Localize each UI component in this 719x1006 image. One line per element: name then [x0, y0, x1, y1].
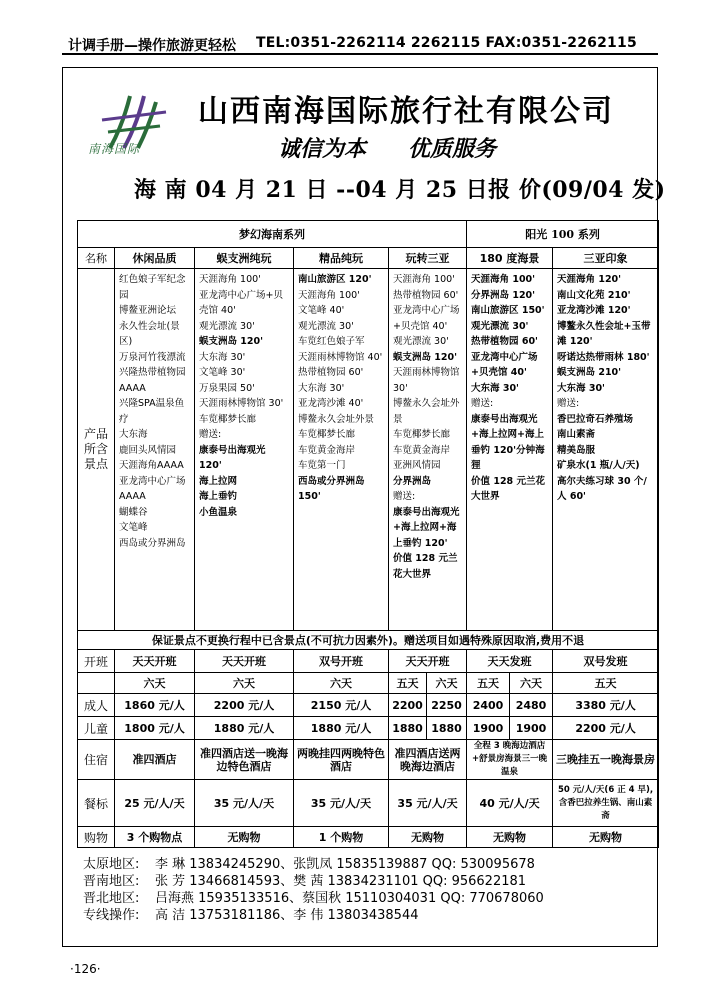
scenic-item: 亚龙湾中心广场+贝壳馆 40' — [393, 305, 460, 332]
row-label — [78, 269, 115, 631]
child-price: 1880 — [427, 717, 467, 740]
scenic-item: 康泰号出海观光 120' — [199, 444, 266, 471]
duration-value: 五天 — [553, 673, 659, 694]
duration-value: 六天 — [115, 673, 195, 694]
hotel-value: 两晚挂四两晚特色酒店 — [294, 740, 389, 780]
price-table — [77, 220, 659, 848]
guarantee-note: 保证景点不更换行程中已含景点(不可抗力因素外)。赠送项目如遇特殊原因取消,费用不退 — [78, 631, 659, 650]
meal-value: 25 元/人/天 — [115, 780, 195, 827]
scenic-item: 高尔夫练习球 30 个/人 60' — [557, 475, 647, 502]
duration-value: 五天 — [389, 673, 427, 694]
child-price: 1800 元/人 — [115, 717, 195, 740]
scenic-item: 万泉河竹筏漂流 — [119, 351, 186, 363]
contact-region: 太原地区: — [83, 857, 140, 872]
adult-price: 2200 元/人 — [195, 694, 294, 717]
departure-row — [78, 650, 659, 673]
scenic-item: 天涯海角AAAA — [119, 460, 184, 471]
contact-line — [83, 873, 544, 890]
hotel-value: 准四酒店送两晚海边酒店 — [389, 740, 467, 780]
shopping-row — [78, 827, 659, 848]
departure-value: 双号发班 — [553, 650, 659, 673]
scenic-item: 大东海 30' — [557, 382, 605, 394]
row-label: 名称 — [78, 248, 115, 269]
scenic-items — [294, 269, 389, 631]
contact-line — [83, 856, 544, 873]
scenic-item: 热带植物园 60' — [393, 289, 459, 301]
adult-price: 3380 元/人 — [553, 694, 659, 717]
scenic-item: 车览黄金海岸 — [298, 444, 356, 456]
scenic-item: 亚龙湾沙滩 120' — [557, 305, 631, 316]
scenic-items — [389, 269, 467, 631]
scenic-item: 博鳌亚洲论坛 — [119, 305, 177, 316]
scenic-item: 天涯海角 100' — [298, 289, 360, 301]
page-header — [68, 35, 652, 55]
contact-region: 晋南地区: — [83, 874, 140, 889]
scenic-items — [115, 269, 195, 631]
logo-text: 南海国际 — [88, 142, 141, 156]
scenic-item: 西岛或分界洲岛 150' — [298, 475, 365, 502]
scenic-item: 赠送: — [393, 491, 416, 502]
scenic-item: 观光漂流 30' — [199, 320, 255, 332]
scenic-item: 精美岛服 — [557, 444, 596, 456]
scenic-item: 天涯海角 100' — [393, 274, 455, 285]
scenic-item: 分界洲岛 120' — [471, 289, 536, 301]
scenic-item: 赠送: — [557, 398, 580, 409]
header-rule — [62, 53, 658, 55]
column-name: 蜈支洲纯玩 — [195, 248, 294, 269]
row-label: 餐标 — [78, 780, 115, 827]
hotel-value: 三晚挂五一晚海景房 — [553, 740, 659, 780]
header-title: 计调手册—操作旅游更轻松 — [68, 38, 236, 54]
adult-price-row — [78, 694, 659, 717]
scenic-item: 赠送: — [199, 429, 222, 440]
scenic-item: 南山素斋 — [557, 429, 596, 440]
column-name: 三亚印象 — [553, 248, 659, 269]
scenic-item: 亚龙湾中心广场+贝壳馆 40' — [199, 289, 283, 316]
row-label: 成人 — [78, 694, 115, 717]
header-contact: TEL:0351-2262114 2262115 FAX:0351-2262115 — [256, 35, 637, 51]
scenic-item: 蝴蝶谷 — [119, 506, 148, 518]
row-label: 购物 — [78, 827, 115, 848]
scenic-item: 亚龙湾沙滩 40' — [298, 398, 364, 409]
price-title: 海 南 04 月 21 日 --04 月 25 日报 价(09/04 发) — [134, 177, 666, 203]
scenic-item: 矿泉水(1 瓶/人/天) — [557, 460, 640, 471]
scenic-item: 天涯雨林博物馆 30' — [393, 367, 460, 394]
contact-details: 高 洁 13753181186、李 伟 13803438544 — [155, 908, 419, 923]
column-names-row — [78, 248, 659, 269]
slogan-part: 诚信为本 — [278, 136, 367, 162]
scenic-items — [553, 269, 659, 631]
departure-value: 天天开班 — [195, 650, 294, 673]
hotel-row — [78, 740, 659, 780]
series-dream-hainan: 梦幻海南系列 — [78, 221, 467, 248]
contact-details: 李 琳 13834245290、张凯凤 15835139887 QQ: 530095678 — [155, 857, 535, 872]
hotel-value: 全程 3 晚海边酒店+舒景房海景三一晚温泉 — [467, 740, 553, 780]
child-price: 1880 — [389, 717, 427, 740]
meal-value: 35 元/人/天 — [195, 780, 294, 827]
scenic-item: 南山旅游区 150' — [471, 305, 545, 316]
column-name: 玩转三亚 — [389, 248, 467, 269]
contact-line — [83, 890, 544, 907]
scenic-item: 疗 — [119, 413, 129, 425]
meal-value: 35 元/人/天 — [294, 780, 389, 827]
scenic-item: 热带植物园 60' — [298, 367, 364, 378]
scenic-item: 赠送: — [471, 398, 494, 409]
scenic-item: 康泰号出海观光+海上拉网+海上垂钓 120'分钟海狸 — [471, 413, 545, 471]
contact-region: 晋北地区: — [83, 891, 140, 906]
column-name: 精品纯玩 — [294, 248, 389, 269]
scenic-item: 文笔峰 — [119, 522, 148, 533]
company-name: 山西南海国际旅行社有限公司 — [198, 94, 614, 129]
scenic-item: 小鱼温泉 — [199, 506, 238, 518]
scenic-item: 车览红色娘子军 — [298, 336, 365, 347]
adult-price: 2480 — [510, 694, 553, 717]
adult-price: 2150 元/人 — [294, 694, 389, 717]
series-sunshine-100: 阳光 100 系列 — [467, 221, 659, 248]
duration-value: 六天 — [510, 673, 553, 694]
adult-price: 2250 — [427, 694, 467, 717]
scenic-item: 天涯海角 120' — [557, 274, 622, 285]
meal-row — [78, 780, 659, 827]
duration-value: 六天 — [195, 673, 294, 694]
scenic-item: 亚龙湾中心广场 — [119, 475, 186, 487]
contact-region: 专线操作: — [83, 908, 140, 923]
scenic-item: 万泉果园 50' — [199, 382, 255, 394]
scenic-item: 分界洲岛 — [393, 475, 432, 487]
departure-value: 天天发班 — [467, 650, 553, 673]
contact-details: 吕海燕 15935133516、蔡国秋 15110304031 QQ: 770678060 — [155, 891, 544, 906]
departure-value: 双号开班 — [294, 650, 389, 673]
shopping-value: 3 个购物点 — [115, 827, 195, 848]
scenic-item: 观光漂流 30' — [298, 320, 354, 332]
scenic-item: 车览椰梦长廊 — [393, 429, 451, 440]
shopping-value: 无购物 — [389, 827, 467, 848]
child-price: 1900 — [467, 717, 510, 740]
hotel-value: 准四酒店送一晚海边特色酒店 — [195, 740, 294, 780]
scenic-item: 大东海 30' — [199, 351, 246, 363]
scenic-item: 观光漂流 30' — [471, 320, 529, 332]
contact-list — [83, 856, 544, 924]
meal-value: 35 元/人/天 — [389, 780, 467, 827]
scenic-item: 文笔峰 40' — [298, 305, 345, 316]
scenic-item: 车览椰梦长廊 — [199, 413, 257, 425]
contact-details: 张 芳 13466814593、樊 茜 13834231101 QQ: 956622181 — [155, 874, 527, 889]
scenic-row — [78, 269, 659, 631]
scenic-item: 香巴拉奇石养殖场 — [557, 413, 634, 425]
departure-value: 天天开班 — [115, 650, 195, 673]
shopping-value: 无购物 — [195, 827, 294, 848]
scenic-item: 车览第一门 — [298, 460, 346, 471]
scenic-item: 价值 128 元兰花大世界 — [393, 553, 458, 580]
scenic-item: 博鳌永久会址外景 — [393, 398, 460, 425]
child-price: 2200 元/人 — [553, 717, 659, 740]
shopping-value: 无购物 — [553, 827, 659, 848]
scenic-item: 热带植物园 60' — [471, 336, 538, 347]
scenic-item: 兴隆热带植物园 — [119, 367, 186, 378]
hotel-value: 准四酒店 — [115, 740, 195, 780]
shopping-value: 1 个购物 — [294, 827, 389, 848]
scenic-item: 亚洲风情园 — [393, 460, 441, 471]
child-price: 1880 元/人 — [195, 717, 294, 740]
child-price: 1880 元/人 — [294, 717, 389, 740]
scenic-item: 博鳌永久性会址+玉带滩 120' — [557, 320, 651, 347]
row-label: 开班 — [78, 650, 115, 673]
duration-value: 五天 — [467, 673, 510, 694]
scenic-item: 南山旅游区 120' — [298, 274, 372, 285]
scenic-item: 车览黄金海岸 — [393, 444, 451, 456]
scenic-item: 文笔峰 30' — [199, 367, 246, 378]
scenic-item: 亚龙湾中心广场+贝壳馆 40' — [471, 351, 538, 378]
adult-price: 2400 — [467, 694, 510, 717]
row-label — [78, 673, 115, 694]
row-label: 儿童 — [78, 717, 115, 740]
scenic-item: 康泰号出海观光+海上拉网+海上垂钓 120' — [393, 506, 460, 549]
scenic-item: 海上垂钓 — [199, 491, 238, 502]
scenic-item: 呀诺达热带雨林 180' — [557, 351, 650, 363]
scenic-item: 车览椰梦长廊 — [298, 429, 356, 440]
scenic-item: 天涯雨林博物馆 40' — [298, 351, 383, 363]
scenic-item: 蜈支洲岛 120' — [199, 336, 264, 347]
column-name: 休闲品质 — [115, 248, 195, 269]
scenic-item: 兴隆SPA温泉鱼 — [119, 398, 185, 409]
duration-value: 六天 — [427, 673, 467, 694]
note-row — [78, 631, 659, 650]
contact-line — [83, 907, 544, 924]
scenic-item: 价值 128 元兰花大世界 — [471, 475, 545, 502]
series-row — [78, 221, 659, 248]
page-number: ·126· — [70, 962, 101, 976]
scenic-item: 蜈支洲岛 210' — [557, 367, 622, 378]
scenic-item: AAAA — [119, 382, 146, 394]
duration-row — [78, 673, 659, 694]
scenic-item: 大东海 30' — [471, 382, 519, 394]
scenic-item: 观光漂流 30' — [393, 336, 449, 347]
scenic-item: 南山文化苑 210' — [557, 289, 631, 301]
row-label: 住宿 — [78, 740, 115, 780]
scenic-item: AAAA — [119, 491, 146, 502]
scenic-item: 大东海 — [119, 429, 148, 440]
child-price: 1900 — [510, 717, 553, 740]
scenic-item: 蜈支洲岛 120' — [393, 351, 458, 363]
scenic-item: 天涯海角 100' — [199, 274, 261, 285]
scenic-item: 西岛或分界洲岛 — [119, 537, 186, 549]
scenic-items — [195, 269, 294, 631]
duration-value: 六天 — [294, 673, 389, 694]
slogan — [278, 132, 496, 163]
adult-price: 1860 元/人 — [115, 694, 195, 717]
departure-value: 天天开班 — [389, 650, 467, 673]
scenic-item: 鹿回头风情园 — [119, 444, 177, 456]
meal-value: 50 元/人/天(6 正 4 早),含香巴拉养生锅、南山素斋 — [553, 780, 659, 827]
slogan-part: 优质服务 — [408, 136, 497, 162]
scenic-item: 大东海 30' — [298, 382, 345, 394]
scenic-item: 永久性会址(景区) — [119, 320, 180, 347]
scenic-item: 博鳌永久会址外景 — [298, 413, 375, 425]
shopping-value: 无购物 — [467, 827, 553, 848]
scenic-items — [467, 269, 553, 631]
scenic-item: 天涯海角 100' — [471, 274, 536, 285]
scenic-item: 天涯雨林博物馆 30' — [199, 398, 284, 409]
scenic-label: 产品所含景点 — [83, 427, 108, 471]
adult-price: 2200 — [389, 694, 427, 717]
column-name: 180 度海景 — [467, 248, 553, 269]
meal-value: 40 元/人/天 — [467, 780, 553, 827]
child-price-row — [78, 717, 659, 740]
scenic-item: 海上拉网 — [199, 475, 238, 487]
scenic-item: 红色娘子军纪念园 — [119, 274, 186, 301]
